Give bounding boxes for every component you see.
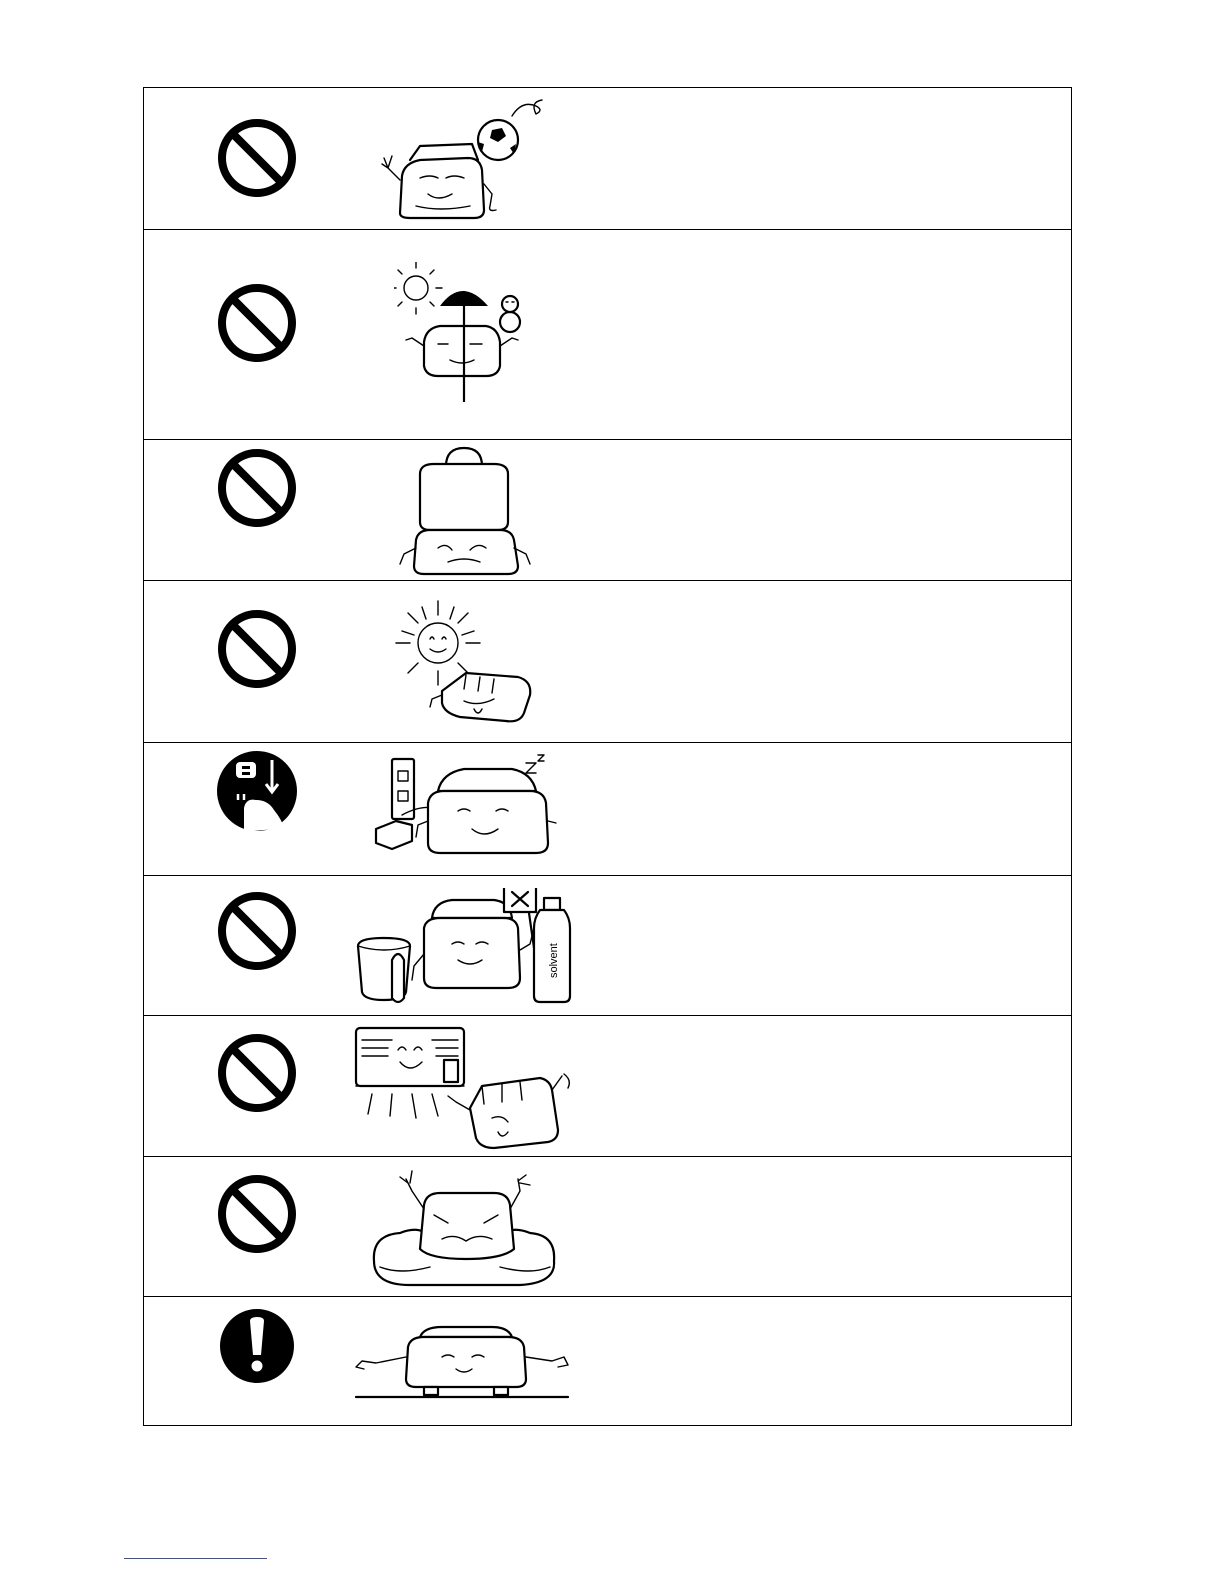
prohibited-icon xyxy=(216,608,298,690)
scale-with-heavy-bag-on-top-illustration xyxy=(394,444,539,576)
scale-under-sun-umbrella-and-snowman-illustration xyxy=(394,262,534,402)
table-row xyxy=(144,1297,1071,1425)
scale-on-soft-cushion-illustration xyxy=(370,1165,560,1291)
scale-in-direct-sunlight-illustration xyxy=(382,595,542,730)
prohibited-icon xyxy=(216,890,298,972)
scale-sleeping-beside-wall-outlet-illustration xyxy=(372,753,557,865)
table-row xyxy=(144,88,1071,230)
scale-refusing-solvent-bottle-illustration xyxy=(354,888,579,1008)
prohibited-icon xyxy=(216,1032,298,1114)
prohibited-icon xyxy=(216,447,298,529)
table-row xyxy=(144,1016,1071,1157)
scale-blown-by-air-conditioner-illustration xyxy=(352,1024,577,1152)
prohibited-icon xyxy=(216,282,298,364)
unplug-icon xyxy=(216,750,298,832)
prohibited-icon xyxy=(216,117,298,199)
scale-hit-by-soccer-ball-illustration xyxy=(380,98,545,223)
table-row xyxy=(144,743,1071,876)
prohibited-icon xyxy=(216,1173,298,1255)
scale-level-on-flat-surface-illustration xyxy=(352,1321,572,1401)
precautions-table xyxy=(143,87,1072,1426)
table-row xyxy=(144,876,1071,1016)
table-row xyxy=(144,1157,1071,1297)
solvent-label: solvent xyxy=(548,943,560,978)
table-row xyxy=(144,230,1071,440)
table-row xyxy=(144,440,1071,581)
table-row xyxy=(144,581,1071,743)
mandatory-icon xyxy=(216,1305,298,1387)
footer-rule xyxy=(124,1558,267,1559)
